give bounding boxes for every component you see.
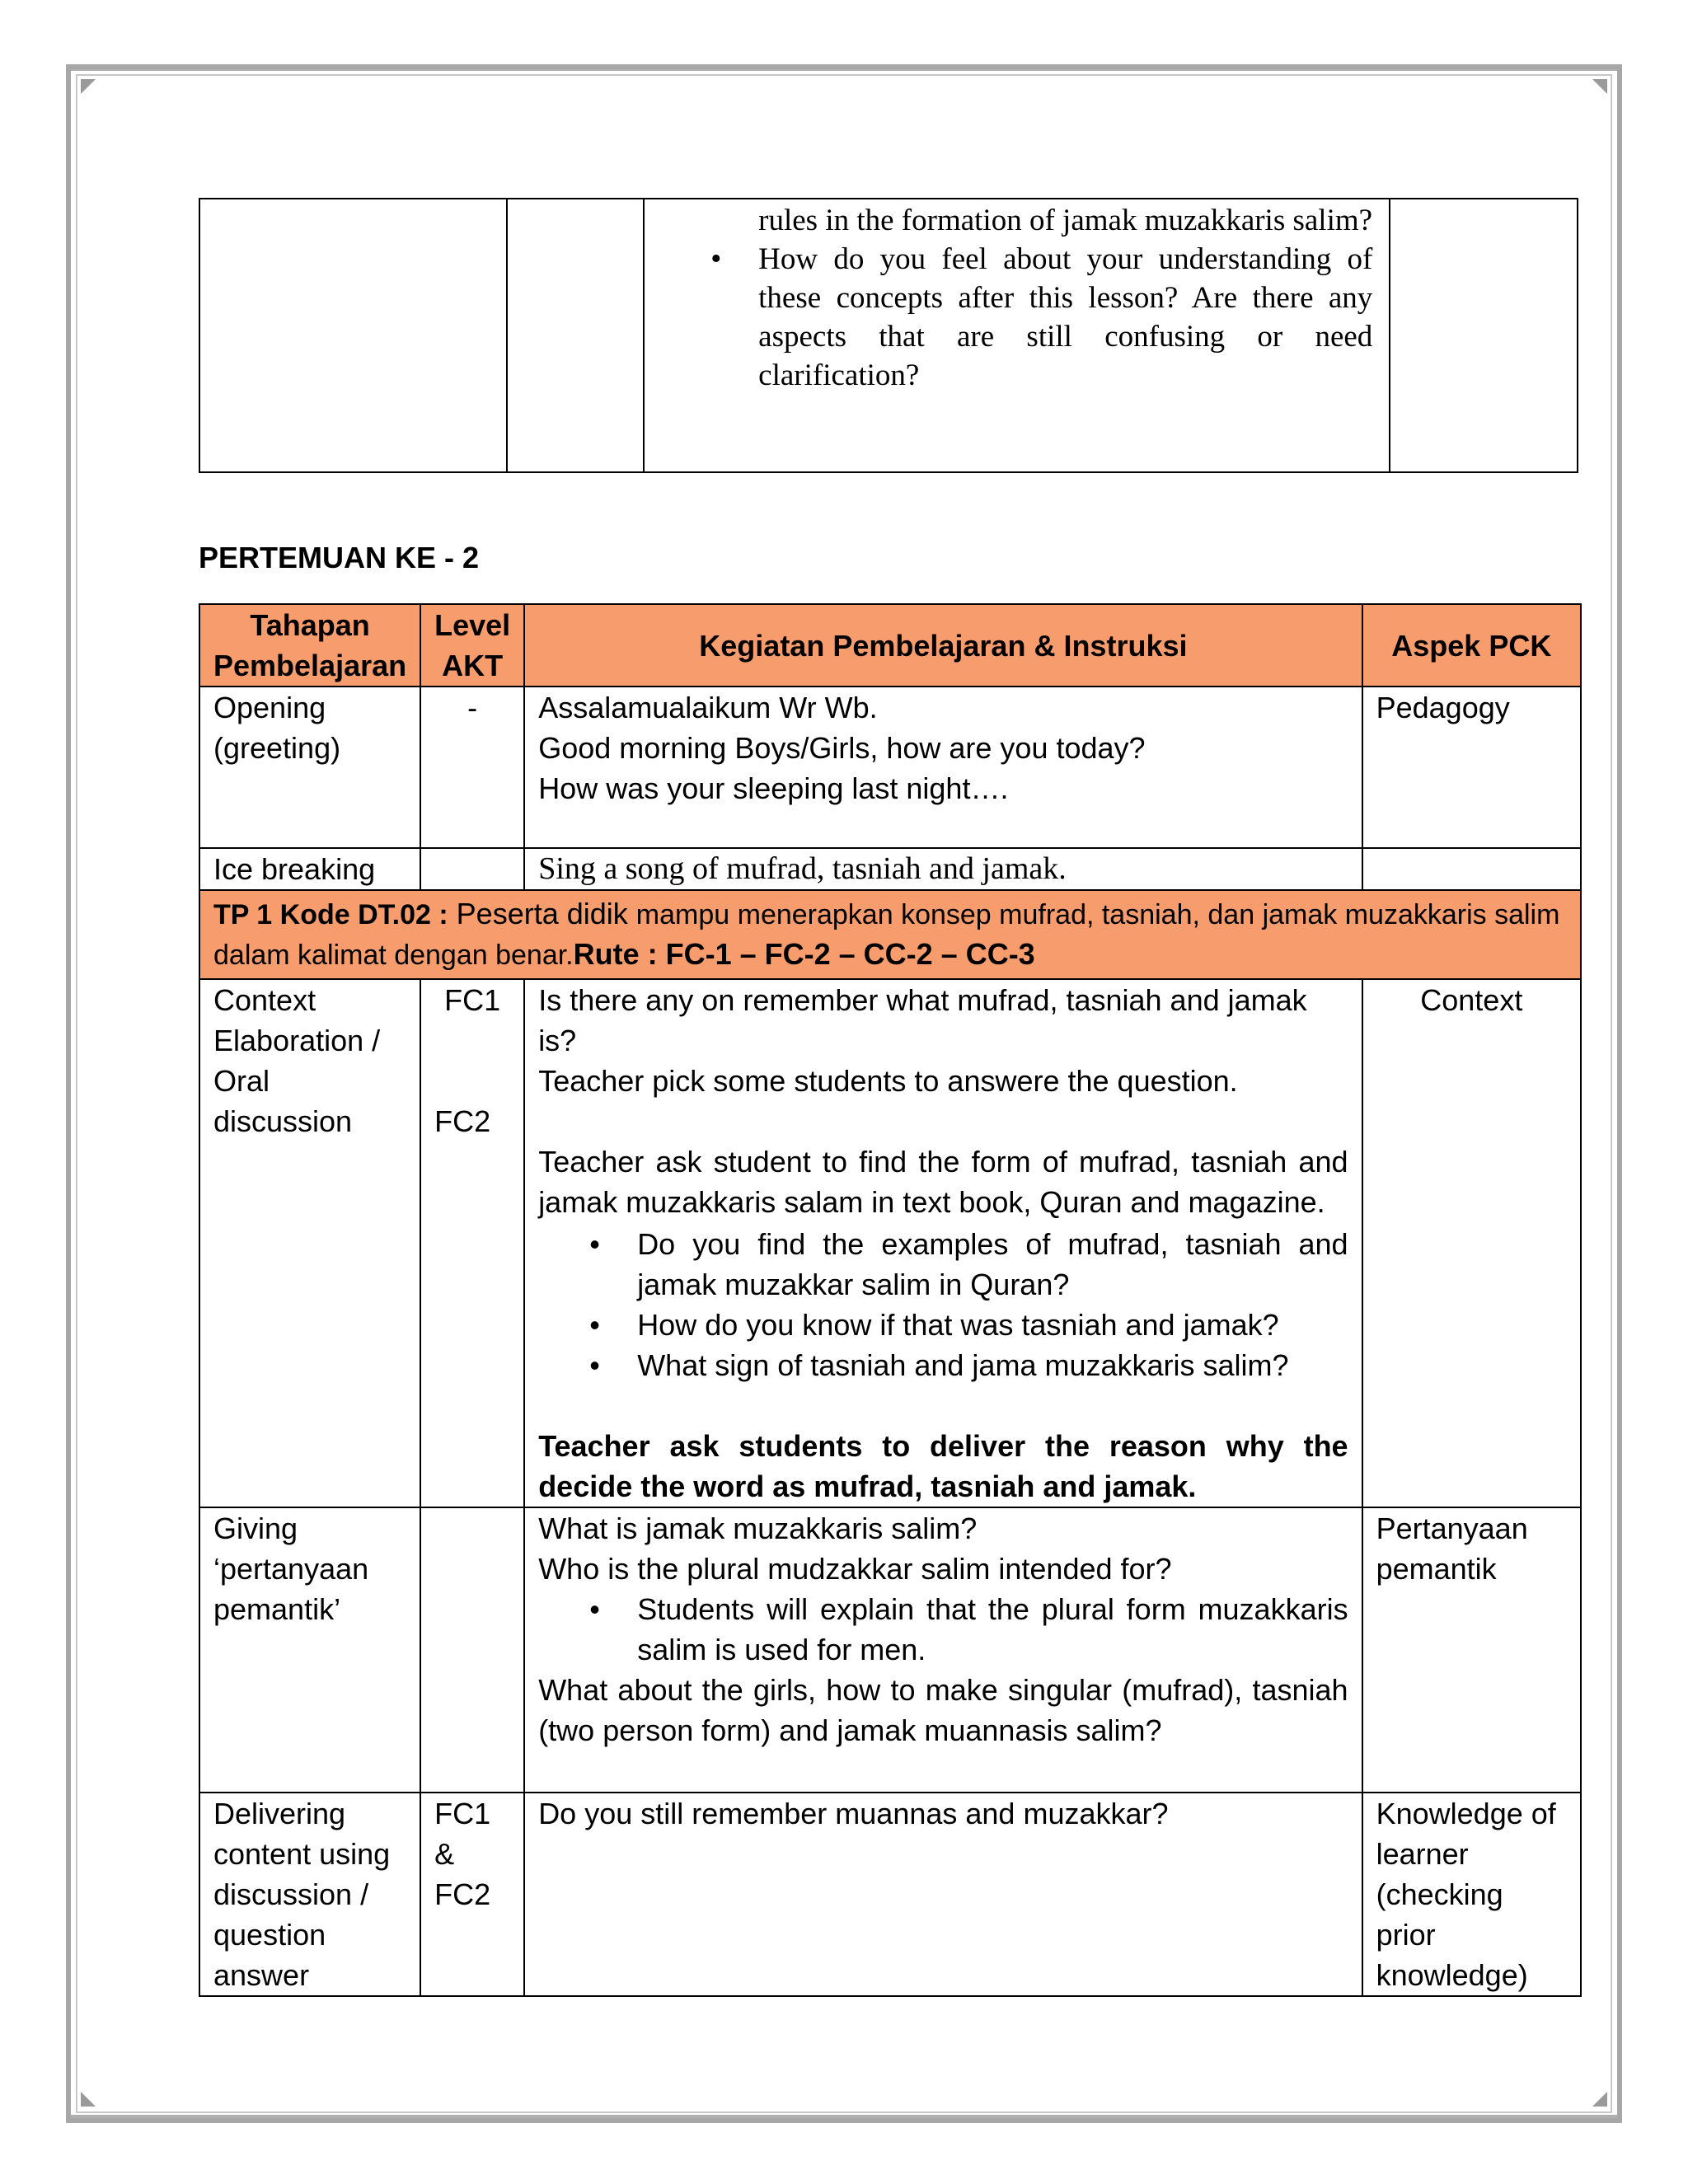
list-item: • Do you find the examples of mufrad, tasniah and jamak muzakkar salim in Quran? [637,1224,1348,1305]
activity-cell: Sing a song of mufrad, tasniah and jamak. [524,848,1362,890]
lesson-plan-table [199,603,1582,1997]
corner-ornament [81,79,96,94]
corner-ornament [1592,2092,1607,2107]
activity-line: Is there any on remember what mufrad, tasniah and jamak is? [538,983,1307,1057]
level-fc2: FC2 [434,1104,491,1138]
activity-line: Good morning Boys/Girls, how are you today? [538,731,1146,765]
aspect-cell [1362,848,1581,890]
list-item: • Students will explain that the plural form muzakkaris salim is used for men. [637,1589,1348,1670]
table-header-row [199,604,1581,687]
activity-line: What about the girls, how to make singular (mufrad), tasniah (two person form) and jamak muannasis salim? [538,1673,1348,1747]
level-cell: - [420,687,524,848]
header-kegiatan: Kegiatan Pembelajaran & Instruksi [524,604,1362,687]
activity-cell: Do you still remember muannas and muzakkar? [524,1793,1362,1996]
previous-meeting-table [199,198,1578,473]
tp-route: Rute : FC-1 – FC-2 – CC-2 – CC-3 [573,937,1035,971]
stage-cell: Delivering content using discussion / question answer [199,1793,420,1996]
activity-line: Who is the plural mudzakkar salim intended for? [538,1552,1172,1586]
level-cell: FC1 & FC2 [420,1793,524,1996]
stage-cell: Opening (greeting) [199,687,420,848]
activity-line: What is jamak muzakkaris salim? [538,1511,978,1545]
empty-cell [507,199,644,472]
table-row-giving [199,1507,1581,1793]
section-title: PERTEMUAN KE - 2 [199,541,480,574]
level-cell [420,1507,524,1793]
table-row-ice-breaking [199,848,1581,890]
table-row-delivering [199,1793,1581,1996]
activity-bold-line: Teacher ask students to deliver the reason why the decide the word as mufrad, tasniah and jamak. [538,1429,1348,1503]
tp-code: TP 1 Kode DT.02 : [213,899,448,930]
level-cell [420,979,524,1507]
reflection-cell [644,199,1390,472]
activity-line: Teacher ask student to find the form of mufrad, tasniah and jamak muzakkaris salam in text book, Quran and magazine. [538,1145,1348,1219]
table-row-tp-objective [199,890,1581,979]
aspect-cell: Knowledge of learner (checking prior knowledge) [1362,1793,1581,1996]
list-item: • What sign of tasniah and jama muzakkaris salim? [637,1345,1348,1385]
activity-cell [524,1507,1362,1793]
tp-text-lead: Peserta didik [448,897,636,930]
stage-cell: Giving ‘pertanyaan pemantik’ [199,1507,420,1793]
stage-cell: Context Elaboration / Oral discussion [199,979,420,1507]
aspect-cell: Pedagogy [1362,687,1581,848]
header-tahapan: Tahapan Pembelajaran [199,604,420,687]
activity-cell [524,979,1362,1507]
header-level: Level AKT [420,604,524,687]
empty-cell [199,199,507,472]
aspect-cell: Pertanyaan pemantik [1362,1507,1581,1793]
aspect-cell: Context [1362,979,1581,1507]
reflection-bullet: • How do you feel about your understanding of these concepts after this lesson? Are there any aspects that are still confusing or need clarification? [758,240,1372,395]
activity-line: Assalamualaikum Wr Wb. [538,691,878,724]
corner-ornament [1592,79,1607,94]
tp-text: mampu menerapkan konsep mufrad, tasniah, dan jamak muzakkaris salim dalam kalimat dengan benar. [213,899,1560,971]
empty-cell [1390,199,1578,472]
level-fc1: FC1 [444,983,501,1017]
stage-cell: Ice breaking [199,848,420,890]
table-row-context [199,979,1581,1507]
activity-line: Teacher pick some students to answere the question. [538,1064,1238,1098]
table-row-opening [199,687,1581,848]
activity-cell [524,687,1362,848]
tp-objective-cell [199,890,1581,979]
corner-ornament [81,2092,96,2107]
activity-line: How was your sleeping last night…. [538,771,1009,805]
level-cell [420,848,524,890]
reflection-continued-line: rules in the formation of jamak muzakkaris salim? [758,204,1373,237]
list-item: • How do you know if that was tasniah and jamak? [637,1305,1348,1345]
header-aspek: Aspek PCK [1362,604,1581,687]
